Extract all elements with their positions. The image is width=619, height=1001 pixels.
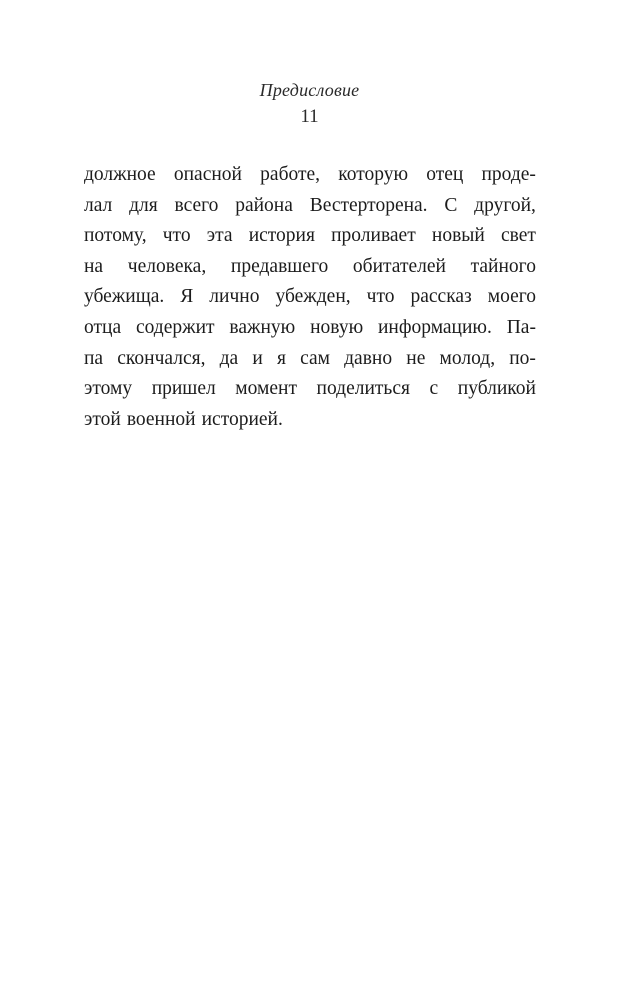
body-text <box>84 160 536 435</box>
page-number: 11 <box>300 106 319 127</box>
text-line: па скончался, да и я сам давно не молод, по- <box>84 347 536 369</box>
text-line: отца содержит важную новую информацию. Па- <box>84 316 536 338</box>
text-line: лал для всего района Вестерторена. С другой, <box>84 194 536 216</box>
text-line: должное опасной работе, которую отец проде- <box>84 164 536 185</box>
text-line-last: этой военной историей. <box>84 408 283 430</box>
text-line: убежища. Я лично убежден, что рассказ моего <box>84 286 536 308</box>
text-line: этому пришел момент поделиться с публикой <box>84 378 536 400</box>
text-line: потому, что эта история проливает новый свет <box>84 225 536 247</box>
running-head: Предисловие <box>259 80 360 100</box>
text-line: на человека, предавшего обитателей тайного <box>84 255 536 277</box>
